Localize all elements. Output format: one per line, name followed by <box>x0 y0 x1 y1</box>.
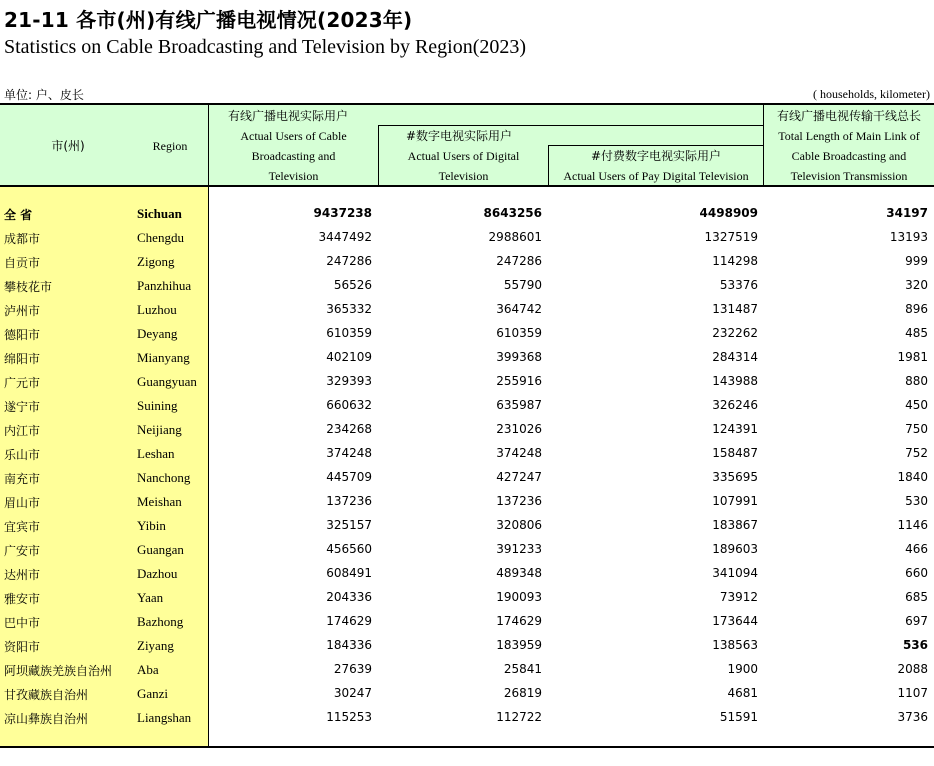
cable-users-cell: 402109 <box>326 350 372 364</box>
header-region-cn: 市(州) <box>51 139 85 153</box>
pay-digital-users-cell: 73912 <box>719 590 758 604</box>
cable-users-cell: 608491 <box>326 566 372 580</box>
main-link-length-cell: 2088 <box>897 662 928 676</box>
cable-users-cell: 184336 <box>326 638 372 652</box>
main-link-length-cell: 999 <box>905 254 928 268</box>
region-en-cell: Nanchong <box>137 470 191 485</box>
header-col4-en: Total Length of Main Link of Cable Broadcasting and Television Transmission <box>778 129 920 183</box>
table-row <box>0 682 934 706</box>
region-en-cell: Sichuan <box>137 206 182 221</box>
region-cn-cell: 成都市 <box>4 232 41 246</box>
table-row <box>0 562 934 586</box>
digital-users-cell: 364742 <box>496 302 542 316</box>
cable-users-cell: 234268 <box>326 422 372 436</box>
cable-users-cell: 329393 <box>326 374 372 388</box>
main-link-length-cell: 34197 <box>886 206 928 220</box>
cable-users-cell: 610359 <box>326 326 372 340</box>
region-cn-cell: 内江市 <box>4 424 41 438</box>
region-en-cell: Meishan <box>137 494 182 509</box>
main-link-length-cell: 752 <box>905 446 928 460</box>
digital-users-cell: 374248 <box>496 446 542 460</box>
main-link-length-cell: 685 <box>905 590 928 604</box>
table-row <box>0 346 934 370</box>
region-cn-cell: 雅安市 <box>4 592 41 606</box>
digital-users-cell: 2988601 <box>488 230 542 244</box>
header-col3-en: Actual Users of Pay Digital Television <box>563 169 749 183</box>
cable-users-cell: 374248 <box>326 446 372 460</box>
pay-digital-users-cell: 1327519 <box>704 230 758 244</box>
main-link-length-cell: 485 <box>905 326 928 340</box>
pay-digital-users-cell: 143988 <box>712 374 758 388</box>
digital-users-cell: 231026 <box>496 422 542 436</box>
table-top-rule <box>0 103 934 105</box>
region-cn-cell: 绵阳市 <box>4 352 41 366</box>
digital-users-cell: 55790 <box>503 278 542 292</box>
cable-users-cell: 456560 <box>326 542 372 556</box>
region-cn-cell: 广元市 <box>4 376 41 390</box>
table-row <box>0 226 934 250</box>
digital-users-cell: 489348 <box>496 566 542 580</box>
region-cn-cell: 眉山市 <box>4 496 41 510</box>
header-col1-en: Actual Users of Cable Broadcasting and Television <box>240 129 347 183</box>
table-row <box>0 274 934 298</box>
digital-users-cell: 391233 <box>496 542 542 556</box>
table-bottom-rule <box>0 746 934 748</box>
region-en-cell: Chengdu <box>137 230 184 245</box>
pay-digital-users-cell: 341094 <box>712 566 758 580</box>
header-col3-cn: #付费数字电视实际用户 <box>590 149 722 163</box>
header-col2-en: Actual Users of Digital Television <box>407 149 520 183</box>
header-col2-cn: #数字电视实际用户 <box>406 129 513 143</box>
table-row <box>0 706 934 730</box>
digital-users-cell: 399368 <box>496 350 542 364</box>
pay-digital-users-cell: 173644 <box>712 614 758 628</box>
unit-label-cn: 单位: 户、皮长 <box>4 88 84 102</box>
digital-users-cell: 174629 <box>496 614 542 628</box>
region-en-cell: Zigong <box>137 254 175 269</box>
digital-users-cell: 25841 <box>503 662 542 676</box>
table-row <box>0 442 934 466</box>
digital-users-cell: 26819 <box>503 686 542 700</box>
table-row <box>0 514 934 538</box>
region-en-cell: Luzhou <box>137 302 177 317</box>
region-en-cell: Guangan <box>137 542 184 557</box>
region-en-cell: Ziyang <box>137 638 174 653</box>
table-row <box>0 322 934 346</box>
pay-digital-users-cell: 114298 <box>712 254 758 268</box>
main-link-length-cell: 1146 <box>897 518 928 532</box>
table-row <box>0 202 934 226</box>
cable-users-cell: 174629 <box>326 614 372 628</box>
main-link-length-cell: 1107 <box>897 686 928 700</box>
main-link-length-cell: 13193 <box>889 230 928 244</box>
region-cn-cell: 攀枝花市 <box>4 280 53 294</box>
cable-users-cell: 445709 <box>326 470 372 484</box>
pay-digital-users-cell: 4681 <box>727 686 758 700</box>
region-cn-cell: 南充市 <box>4 472 41 486</box>
digital-users-cell: 247286 <box>496 254 542 268</box>
main-link-length-cell: 1981 <box>897 350 928 364</box>
pay-digital-users-cell: 53376 <box>719 278 758 292</box>
pay-digital-users-cell: 158487 <box>712 446 758 460</box>
region-en-cell: Deyang <box>137 326 178 341</box>
header-col4-cn: 有线广播电视传输干线总长 <box>776 109 921 123</box>
region-en-cell: Guangyuan <box>137 374 197 389</box>
main-link-length-cell: 536 <box>902 638 928 652</box>
main-link-length-cell: 3736 <box>897 710 928 724</box>
pay-digital-users-cell: 232262 <box>712 326 758 340</box>
cable-users-cell: 115253 <box>326 710 372 724</box>
table-row <box>0 538 934 562</box>
cable-users-cell: 3447492 <box>318 230 372 244</box>
table-body <box>0 202 934 730</box>
header-region-en: Region <box>152 139 188 153</box>
region-cn-cell: 资阳市 <box>4 640 41 654</box>
header-col1-cn: 有线广播电视实际用户 <box>228 109 349 123</box>
main-link-length-cell: 896 <box>905 302 928 316</box>
region-cn-cell: 巴中市 <box>4 616 41 630</box>
main-link-length-cell: 1840 <box>897 470 928 484</box>
cable-users-cell: 247286 <box>326 254 372 268</box>
table-row <box>0 658 934 682</box>
region-en-cell: Panzhihua <box>137 278 192 293</box>
region-cn-cell: 自贡市 <box>4 256 41 270</box>
region-en-cell: Bazhong <box>137 614 184 629</box>
digital-users-cell: 427247 <box>496 470 542 484</box>
page-title-cn: 21-11 各市(州)有线广播电视情况(2023年) <box>4 8 413 32</box>
cable-users-cell: 30247 <box>333 686 372 700</box>
cable-users-cell: 27639 <box>333 662 372 676</box>
table-row <box>0 418 934 442</box>
region-cn-cell: 泸州市 <box>4 304 41 318</box>
region-en-cell: Leshan <box>137 446 175 461</box>
digital-users-cell: 8643256 <box>483 206 542 220</box>
region-en-cell: Dazhou <box>137 566 178 581</box>
main-link-length-cell: 530 <box>905 494 928 508</box>
region-cn-cell: 甘孜藏族自治州 <box>4 688 89 702</box>
table-row <box>0 610 934 634</box>
region-en-cell: Aba <box>137 662 159 677</box>
pay-digital-users-cell: 284314 <box>712 350 758 364</box>
table-row <box>0 634 934 658</box>
cable-users-cell: 204336 <box>326 590 372 604</box>
region-en-cell: Yibin <box>137 518 166 533</box>
pay-digital-users-cell: 183867 <box>712 518 758 532</box>
digital-users-cell: 320806 <box>496 518 542 532</box>
main-link-length-cell: 660 <box>905 566 928 580</box>
cable-users-cell: 137236 <box>326 494 372 508</box>
region-cn-cell: 乐山市 <box>4 448 41 462</box>
region-en-cell: Ganzi <box>137 686 169 701</box>
cable-users-cell: 365332 <box>326 302 372 316</box>
pay-digital-users-cell: 4498909 <box>699 206 758 220</box>
main-link-length-cell: 880 <box>905 374 928 388</box>
region-cn-cell: 凉山彝族自治州 <box>4 712 89 726</box>
region-cn-cell: 达州市 <box>4 568 41 582</box>
digital-users-cell: 635987 <box>496 398 542 412</box>
region-en-cell: Yaan <box>137 590 164 605</box>
cable-users-cell: 9437238 <box>313 206 372 220</box>
pay-digital-users-cell: 326246 <box>712 398 758 412</box>
table-row <box>0 586 934 610</box>
unit-label-en: ( households, kilometer) <box>813 87 930 101</box>
pay-digital-users-cell: 107991 <box>712 494 758 508</box>
region-cn-cell: 宜宾市 <box>4 520 41 534</box>
digital-users-cell: 610359 <box>496 326 542 340</box>
pay-digital-users-cell: 1900 <box>727 662 758 676</box>
pay-digital-users-cell: 189603 <box>712 542 758 556</box>
cable-users-cell: 325157 <box>326 518 372 532</box>
pay-digital-users-cell: 51591 <box>719 710 758 724</box>
region-cn-cell: 德阳市 <box>4 328 41 342</box>
main-link-length-cell: 750 <box>905 422 928 436</box>
cable-users-cell: 660632 <box>326 398 372 412</box>
cable-users-cell: 56526 <box>333 278 372 292</box>
table-row <box>0 490 934 514</box>
region-en-cell: Liangshan <box>137 710 192 725</box>
region-cn-cell: 遂宁市 <box>4 400 41 414</box>
region-cn-cell: 广安市 <box>4 544 41 558</box>
table-row <box>0 370 934 394</box>
region-cn-cell: 全 省 <box>4 208 33 222</box>
digital-users-cell: 112722 <box>496 710 542 724</box>
table-row <box>0 298 934 322</box>
region-en-cell: Suining <box>137 398 178 413</box>
digital-users-cell: 183959 <box>496 638 542 652</box>
pay-digital-users-cell: 335695 <box>712 470 758 484</box>
region-en-cell: Mianyang <box>137 350 190 365</box>
table-row <box>0 250 934 274</box>
table-row <box>0 394 934 418</box>
main-link-length-cell: 466 <box>905 542 928 556</box>
pay-digital-users-cell: 138563 <box>712 638 758 652</box>
pay-digital-users-cell: 124391 <box>712 422 758 436</box>
digital-users-cell: 190093 <box>496 590 542 604</box>
main-link-length-cell: 450 <box>905 398 928 412</box>
table-row <box>0 466 934 490</box>
pay-digital-users-cell: 131487 <box>712 302 758 316</box>
digital-users-cell: 137236 <box>496 494 542 508</box>
region-cn-cell: 阿坝藏族羌族自治州 <box>4 664 113 678</box>
digital-users-cell: 255916 <box>496 374 542 388</box>
page-title-en: Statistics on Cable Broadcasting and Television by Region(2023) <box>4 36 527 58</box>
main-link-length-cell: 320 <box>905 278 928 292</box>
region-en-cell: Neijiang <box>137 422 182 437</box>
main-link-length-cell: 697 <box>905 614 928 628</box>
